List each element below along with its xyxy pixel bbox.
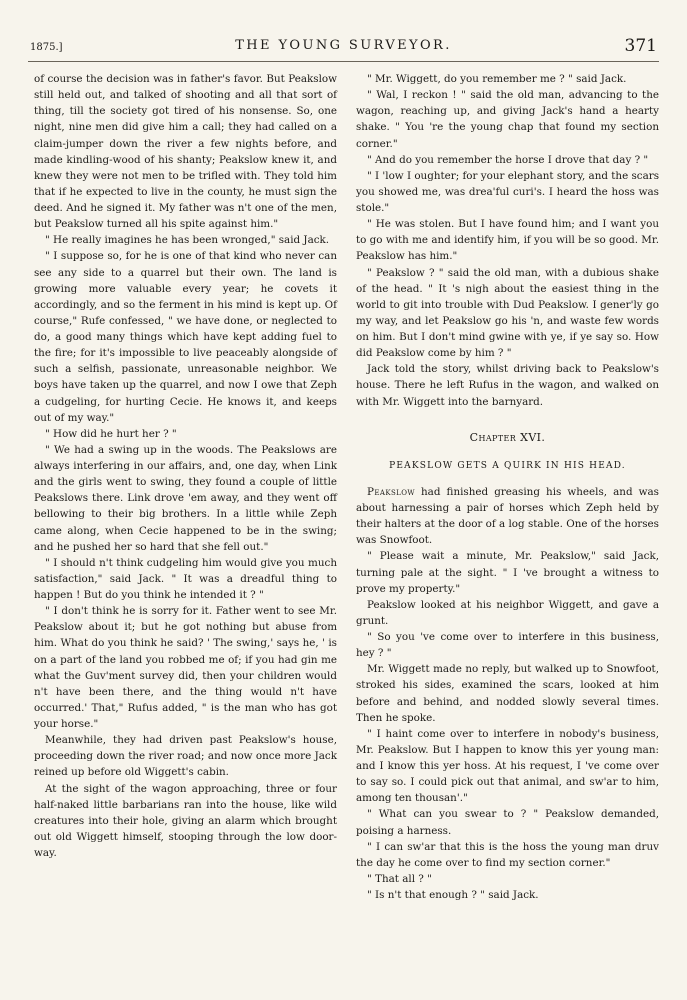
page-number: 371	[624, 36, 657, 56]
paragraph: " He really imagines he has been wronged," said Jack.	[45, 234, 330, 247]
right-column	[356, 71, 659, 903]
chapter-lead-text: had finished greasing his wheels, and was about harnessing a pair of horses which Zeph held by their halters at the door of a log stable. One of the horses was Snowfoot.	[356, 485, 659, 547]
paragraph: Peakslow looked at his neighbor Wiggett, and gave a grunt.	[356, 598, 659, 627]
paragraph: of course the decision was in father's favor. But Peakslow still held out, and talked of shooting and all that sort of thing, till the society got tired of his nonsense. So, one night, nine men did give him a call; they had called on a claim-jumper down the river a few nights before, and made kindling-wood of his shanty; Peakslow knew it, and knew they were not men to be trifled with. They told him that if he expected to live in the county, he must sign the deed. And he signed it. My father was n't one of the men, but Peakslow turned all his spite against him."	[34, 73, 337, 231]
running-header	[30, 38, 657, 60]
left-column	[34, 71, 337, 861]
paragraph: " I can sw'ar that this is the hoss the young man druv the day he come over to find my section corner."	[356, 840, 659, 869]
paragraph: " How did he hurt her ? "	[45, 427, 177, 440]
paragraph: " Mr. Wiggett, do you remember me ? " said Jack.	[367, 73, 627, 85]
paragraph: " Wal, I reckon ! " said the old man, advancing to the wagon, reaching up, and giving Jack's hand a hearty shake. " You 're the young chap that found my section corner."	[356, 89, 659, 150]
paragraph: Meanwhile, they had driven past Peakslow's house, proceeding down the river road; and now once more Jack reined up before old Wiggett's cabin.	[34, 734, 337, 779]
header-rule	[28, 61, 659, 62]
header-title: THE YOUNG SURVEYOR.	[235, 38, 452, 53]
header-year: 1875.]	[30, 42, 63, 53]
paragraph: " I 'low I oughter; for your elephant story, and the scars you showed me, was drea'ful curi's. I heard the hoss was stole."	[356, 169, 660, 214]
paragraph: " I suppose so, for he is one of that kind who never can see any side to a quarrel but their own. The land is growing more valuable every year; he covets it accordingly, and so the ferment in his mind is kept up. Of course," Rufe confessed, " we have done, or neglected to do, a good many things which have kept adding fuel to the fire; for it's impossible to live peaceably alongside of such a selfish, passionate, unreasonable neighbor. We boys have taken up the quarrel, and now I owe that Zeph a cudgeling, for hurting Cecie. He knows it, and keeps out of my way."	[34, 250, 337, 424]
chapter-subtitle: PEAKSLOW GETS A QUIRK IN HIS HEAD.	[389, 460, 626, 471]
paragraph: " That all ? "	[367, 872, 432, 885]
paragraph: Mr. Wiggett made no reply, but walked up to Snowfoot, stroked his sides, examined the scars, looked at him before and behind, and nodded slowly several times. Then he spoke.	[356, 663, 659, 724]
paragraph: " So you 've come over to interfere in this business, hey ? "	[356, 631, 659, 660]
paragraph: " I should n't think cudgeling him would give you much satisfaction," said Jack. " It was a dreadful thing to happen ! But do you think he intended it ? "	[34, 556, 337, 601]
paragraph: At the sight of the wagon approaching, three or four half-naked little barbarians ran into the house, like wild creatures into their hole, giving an alarm which brought out old Wiggett himself, stooping through the low door-way.	[34, 782, 337, 859]
chapter-lead-word: Peakslow	[367, 485, 415, 498]
paragraph: " I don't think he is sorry for it. Father went to see Mr. Peakslow about it; but he got nothing but abuse from him. What do you think he said? ' The swing,' says he, ' is on a part of the land you robbed me of; if you had gin me what the Guv'ment survey did, then your children would n't have been there, and the thing would n't have occurred.' That," Rufus added, " is the man who has got your horse."	[34, 605, 337, 730]
paragraph: " Is n't that enough ? " said Jack.	[367, 889, 539, 901]
paragraph: " Please wait a minute, Mr. Peakslow," said Jack, turning pale at the sight. " I 've brought a witness to prove my property."	[356, 550, 659, 595]
paragraph: " I haint come over to interfere in nobody's business, Mr. Peakslow. But I happen to know this yer young man: and I know this yer hoss. At his request, I 've come over to say so. I could pick out that animal, and sw'ar to him, among ten thousan'."	[356, 727, 659, 805]
paragraph: " Peakslow ? " said the old man, with a dubious shake of the head. " It 's nigh about the easiest thing in the world to git into trouble with Dud Peakslow. I gener'ly go my way, and let Peakslow go his 'n, and waste few words on him. But I don't mind gwine with ye, if ye say so. How did Peakslow come by him ? "	[356, 266, 659, 360]
paragraph: " We had a swing up in the woods. The Peakslows are always interfering in our affairs, and, one day, when Link and the girls went to swing, they found a couple of little Peakslows there. Link drove 'em away, and they went off bellowing to their big brothers. In a little while Zeph came along, when Cecie happened to be in the swing; and he pushed her so hard that she fell out."	[34, 443, 337, 553]
paragraph: " What can you swear to ? " Peakslow demanded, poising a harness.	[356, 808, 659, 837]
chapter-opening-paragraph	[356, 484, 659, 549]
paragraph: " He was stolen. But I have found him; and I want you to go with me and identify him, if you will be so good. Mr. Peakslow has him."	[356, 218, 659, 263]
paragraph: Jack told the story, whilst driving back to Peakslow's house. There he left Rufus in the wagon, and walked on with Mr. Wiggett into the barnyard.	[356, 363, 659, 408]
paragraph: " And do you remember the horse I drove that day ? "	[367, 153, 649, 166]
chapter-heading: Chapter XVI.	[469, 430, 546, 444]
